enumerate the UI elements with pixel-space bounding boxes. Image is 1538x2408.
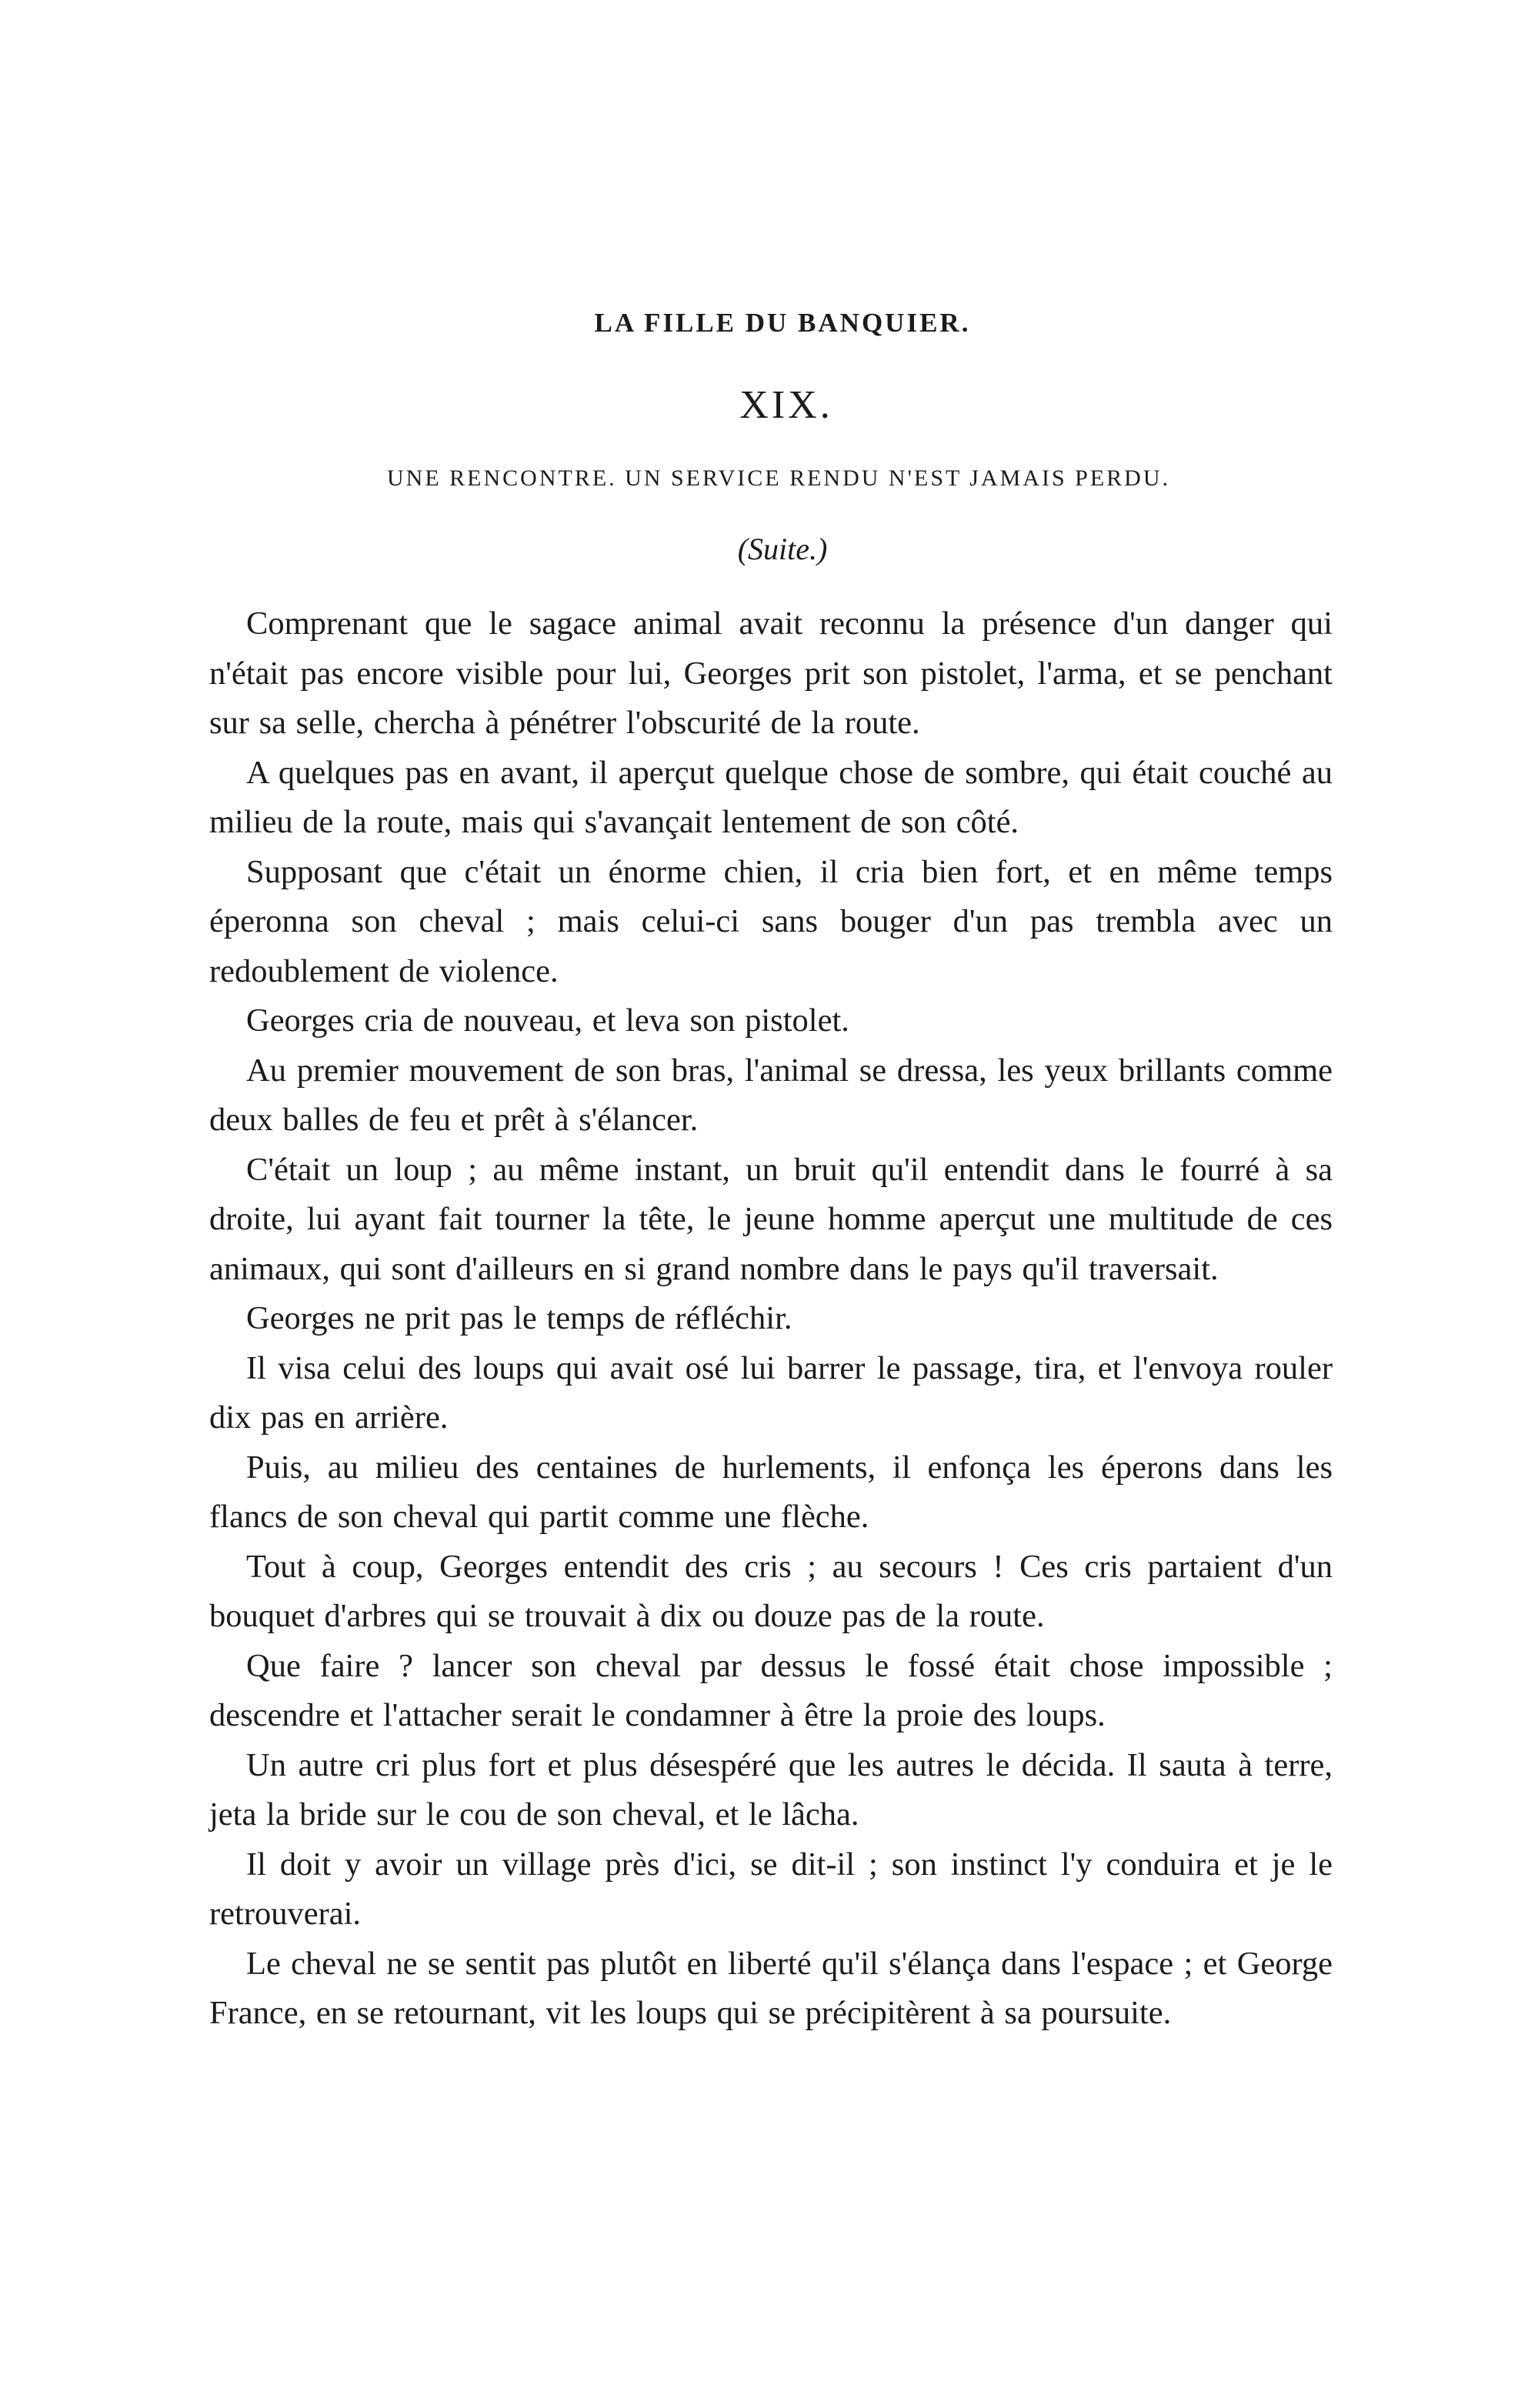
- paragraph: C'était un loup ; au même instant, un bruit qu'il entendit dans le fourré à sa droite, lui ayant fait tourner la tête, le jeune homme aperçut une multitude de ces animaux, qui sont d'ailleurs en si grand nombre dans le pays qu'il traversait.: [209, 1151, 1333, 1287]
- paragraph: Un autre cri plus fort et plus désespéré que les autres le décida. Il sauta à terre, jeta la bride sur le cou de son cheval, et le lâcha.: [209, 1746, 1333, 1833]
- paragraph: Le cheval ne se sentit pas plutôt en liberté qu'il s'élança dans l'espace ; et George France, en se retournant, vit les loups qui se précipitèrent à sa poursuite.: [209, 1945, 1333, 2031]
- paragraph: Il doit y avoir un village près d'ici, se dit-il ; son instinct l'y conduira et je le retrouverai.: [209, 1846, 1333, 1932]
- chapter-number: XIX.: [739, 383, 833, 427]
- continuation-note: (Suite.): [737, 532, 828, 566]
- running-title: LA FILLE DU BANQUIER.: [594, 308, 971, 338]
- paragraph: Au premier mouvement de son bras, l'animal se dressa, les yeux brillants comme deux balles de feu et prêt à s'élancer.: [209, 1052, 1333, 1138]
- paragraph: Que faire ? lancer son cheval par dessus le fossé était chose impossible ; descendre et l'attacher serait le condamner à être la proie des loups.: [209, 1647, 1333, 1733]
- book-page: [209, 304, 1333, 2039]
- paragraph: Supposant que c'était un énorme chien, il cria bien fort, et en même temps éperonna son cheval ; mais celui-ci sans bouger d'un pas trembla avec un redoublement de violence.: [209, 853, 1333, 989]
- paragraph: Il visa celui des loups qui avait osé lui barrer le passage, tira, et l'envoya rouler dix pas en arrière.: [209, 1349, 1333, 1436]
- chapter-title: UNE RENCONTRE. UN SERVICE RENDU N'EST JAMAIS PERDU.: [387, 465, 1170, 491]
- paragraph: Comprenant que le sagace animal avait reconnu la présence d'un danger qui n'était pas encore visible pour lui, Georges prit son pistolet, l'arma, et se penchant sur sa selle, chercha à pénétrer l'obscurité de la route.: [209, 605, 1333, 741]
- paragraph: Tout à coup, Georges entendit des cris ; au secours ! Ces cris partaient d'un bouquet d'arbres qui se trouvait à dix ou douze pas de la route.: [209, 1548, 1333, 1634]
- chapter-body: [209, 599, 1333, 2039]
- paragraph: Georges ne prit pas le temps de réfléchir.: [246, 1300, 792, 1336]
- paragraph: A quelques pas en avant, il aperçut quelque chose de sombre, qui était couché au milieu de la route, mais qui s'avançait lentement de son côté.: [209, 754, 1333, 840]
- paragraph: Puis, au milieu des centaines de hurlements, il enfonça les éperons dans les flancs de son cheval qui partit comme une flèche.: [209, 1449, 1333, 1535]
- paragraph: Georges cria de nouveau, et leva son pistolet.: [246, 1002, 849, 1039]
